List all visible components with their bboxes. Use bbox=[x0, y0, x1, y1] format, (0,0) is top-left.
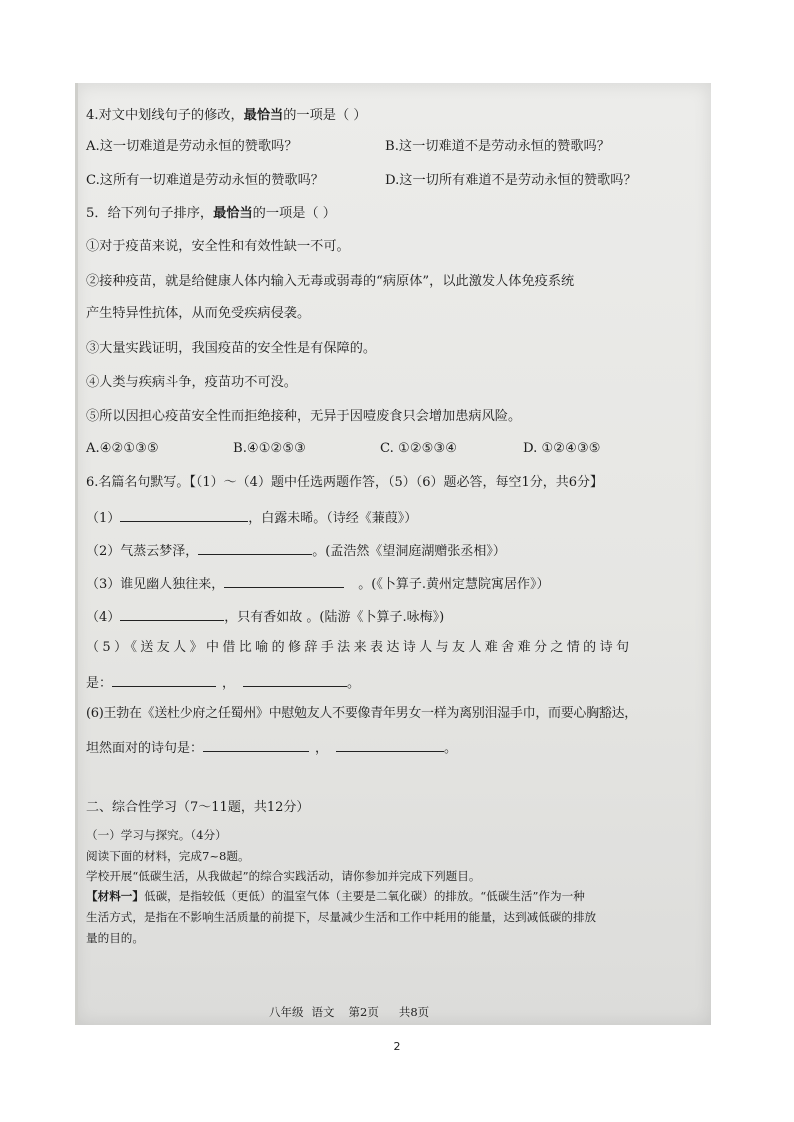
q6-item-5-line1: （5）《送友人》中借比喻的修辞手法来表达诗人与友人难舍难分之情的诗句 bbox=[86, 640, 633, 655]
material-1-line1 bbox=[86, 887, 585, 905]
q6-item-2-source: 。(孟浩然《望洞庭湖赠张丞相》） bbox=[312, 544, 506, 559]
document-page-number: 2 bbox=[393, 1040, 401, 1053]
scanned-page-photo bbox=[75, 83, 711, 1025]
footer-total: 共8页 bbox=[398, 1005, 430, 1019]
q5-sentence-2a: ②接种疫苗，就是给健康人体内输入无毒或弱毒的“病原体”，以此激发人体免疫系统 bbox=[86, 274, 575, 289]
q6-item-5-prefix: 是： bbox=[86, 676, 113, 691]
q6-item-4-text: ，只有香如故 。(陆游《卜算子.咏梅》) bbox=[224, 610, 445, 625]
q6-item-4 bbox=[86, 606, 444, 627]
q5-sentence-2b: 产生特异性抗体，从而免受疾病侵袭。 bbox=[86, 306, 311, 321]
q6-item-6-blank-2[interactable] bbox=[336, 737, 444, 752]
q5-sentence-3: ③大量实践证明，我国疫苗的安全性是有保障的。 bbox=[86, 341, 377, 356]
q6-item-5-blank-1[interactable] bbox=[112, 672, 216, 687]
q5-stem-tail: 的一项是（ ） bbox=[252, 206, 336, 221]
q5-sentence-5: ⑤所以因担心疫苗安全性而拒绝接种，无异于因噎废食只会增加患病风险。 bbox=[86, 409, 522, 424]
q6-item-3-text: （3）谁见幽人独往来， bbox=[86, 577, 225, 592]
q5-sentence-4: ④人类与疾病斗争，疫苗功不可没。 bbox=[86, 375, 297, 390]
q6-item-4-number: （4） bbox=[86, 610, 121, 625]
q6-item-3 bbox=[86, 573, 550, 594]
material-1-line2: 生活方式，是指在不影响生活质量的前提下，尽量减少生活和工作中耗用的能量，达到减低碳的排放 bbox=[86, 910, 597, 924]
photo-left-edge bbox=[75, 83, 78, 1025]
q6-item-6-line2 bbox=[86, 737, 457, 758]
q4-stem-tail: 的一项是（ ） bbox=[283, 108, 367, 123]
q5-stem bbox=[86, 205, 336, 223]
q6-item-2-blank[interactable] bbox=[198, 540, 312, 555]
material-1-line3: 量的目的。 bbox=[86, 931, 144, 945]
q5-sentence-1: ①对于疫苗来说，安全性和有效性缺一不可。 bbox=[86, 239, 350, 254]
q6-item-2 bbox=[86, 540, 506, 561]
q6-item-1-number: （1） bbox=[86, 511, 121, 526]
section2-heading: 二、综合性学习（7～11题，共12分） bbox=[86, 800, 310, 815]
q4-option-a: A.这一切难道是劳动永恒的赞歌吗？ bbox=[86, 139, 298, 154]
q5-stem-emphasis: 最恰当 bbox=[213, 206, 253, 221]
q6-stem: 6.名篇名句默写。【（1）～（4）题中任选两题作答，（5）（6）题必答，每空1分，共6分】 bbox=[86, 475, 604, 490]
q6-item-1-text: ，白露未晞。（诗经《蒹葭》） bbox=[248, 511, 418, 526]
material-1-label: 【材料一】 bbox=[86, 889, 144, 903]
footer-page: 第2页 bbox=[348, 1005, 379, 1019]
q6-item-5-comma: ， bbox=[222, 676, 236, 691]
q6-item-6-prefix: 坦然面对的诗句是： bbox=[86, 741, 204, 756]
q4-stem-text: 4.对文中划线句子的修改， bbox=[86, 108, 244, 123]
q4-option-c: C.这所有一切难道是劳动永恒的赞歌吗？ bbox=[86, 173, 324, 188]
q6-item-1-blank[interactable] bbox=[120, 507, 248, 522]
q6-item-1 bbox=[86, 507, 417, 528]
q6-item-2-text: （2）气蒸云梦泽， bbox=[86, 544, 199, 559]
q6-item-5-blank-2[interactable] bbox=[243, 672, 347, 687]
material-1-text: 低碳，是指较低（更低）的温室气体（主要是二氧化碳）的排放。“低碳生活”作为一种 bbox=[143, 889, 585, 903]
section2-subheading: （一）学习与探究。（4分） bbox=[86, 828, 227, 842]
q4-stem-emphasis: 最恰当 bbox=[243, 108, 284, 123]
q6-item-6-line1: (6)王勃在《送杜少府之任蜀州》中慰勉友人不要像青年男女一样为离别泪湿手巾，而要心胸豁达， bbox=[86, 706, 637, 721]
q6-item-6-comma: ， bbox=[315, 741, 329, 756]
q6-item-3-source: 。(《卜算子.黄州定慧院寓居作》） bbox=[358, 577, 550, 592]
q5-option-b: B.④①②⑤③ bbox=[233, 441, 306, 456]
q5-option-c: C. ①②⑤③④ bbox=[380, 441, 458, 456]
q4-stem bbox=[86, 107, 367, 125]
q5-stem-text: 5．给下列句子排序， bbox=[86, 206, 214, 221]
footer-subject: 语文 bbox=[311, 1005, 335, 1019]
q6-item-5-line2 bbox=[86, 672, 360, 693]
q6-item-4-blank[interactable] bbox=[120, 606, 224, 621]
section2-intro: 学校开展“低碳生活，从我做起”的综合实践活动，请你参加并完成下列题目。 bbox=[86, 869, 481, 883]
q6-item-5-end: 。 bbox=[347, 676, 361, 691]
q6-item-3-blank[interactable] bbox=[224, 573, 344, 588]
q4-option-d: D.这一切所有难道不是劳动永恒的赞歌吗？ bbox=[385, 173, 637, 188]
q6-item-6-end: 。 bbox=[444, 741, 458, 756]
q5-option-a: A.④②①③⑤ bbox=[86, 441, 159, 456]
page-footer bbox=[269, 1004, 429, 1020]
section2-instruction: 阅读下面的材料，完成7~8题。 bbox=[86, 849, 250, 863]
q5-option-d: D. ①②④③⑤ bbox=[523, 441, 601, 456]
q6-item-6-blank-1[interactable] bbox=[203, 737, 309, 752]
footer-grade: 八年级 bbox=[269, 1005, 304, 1019]
q4-option-b: B.这一切难道不是劳动永恒的赞歌吗？ bbox=[385, 139, 610, 154]
